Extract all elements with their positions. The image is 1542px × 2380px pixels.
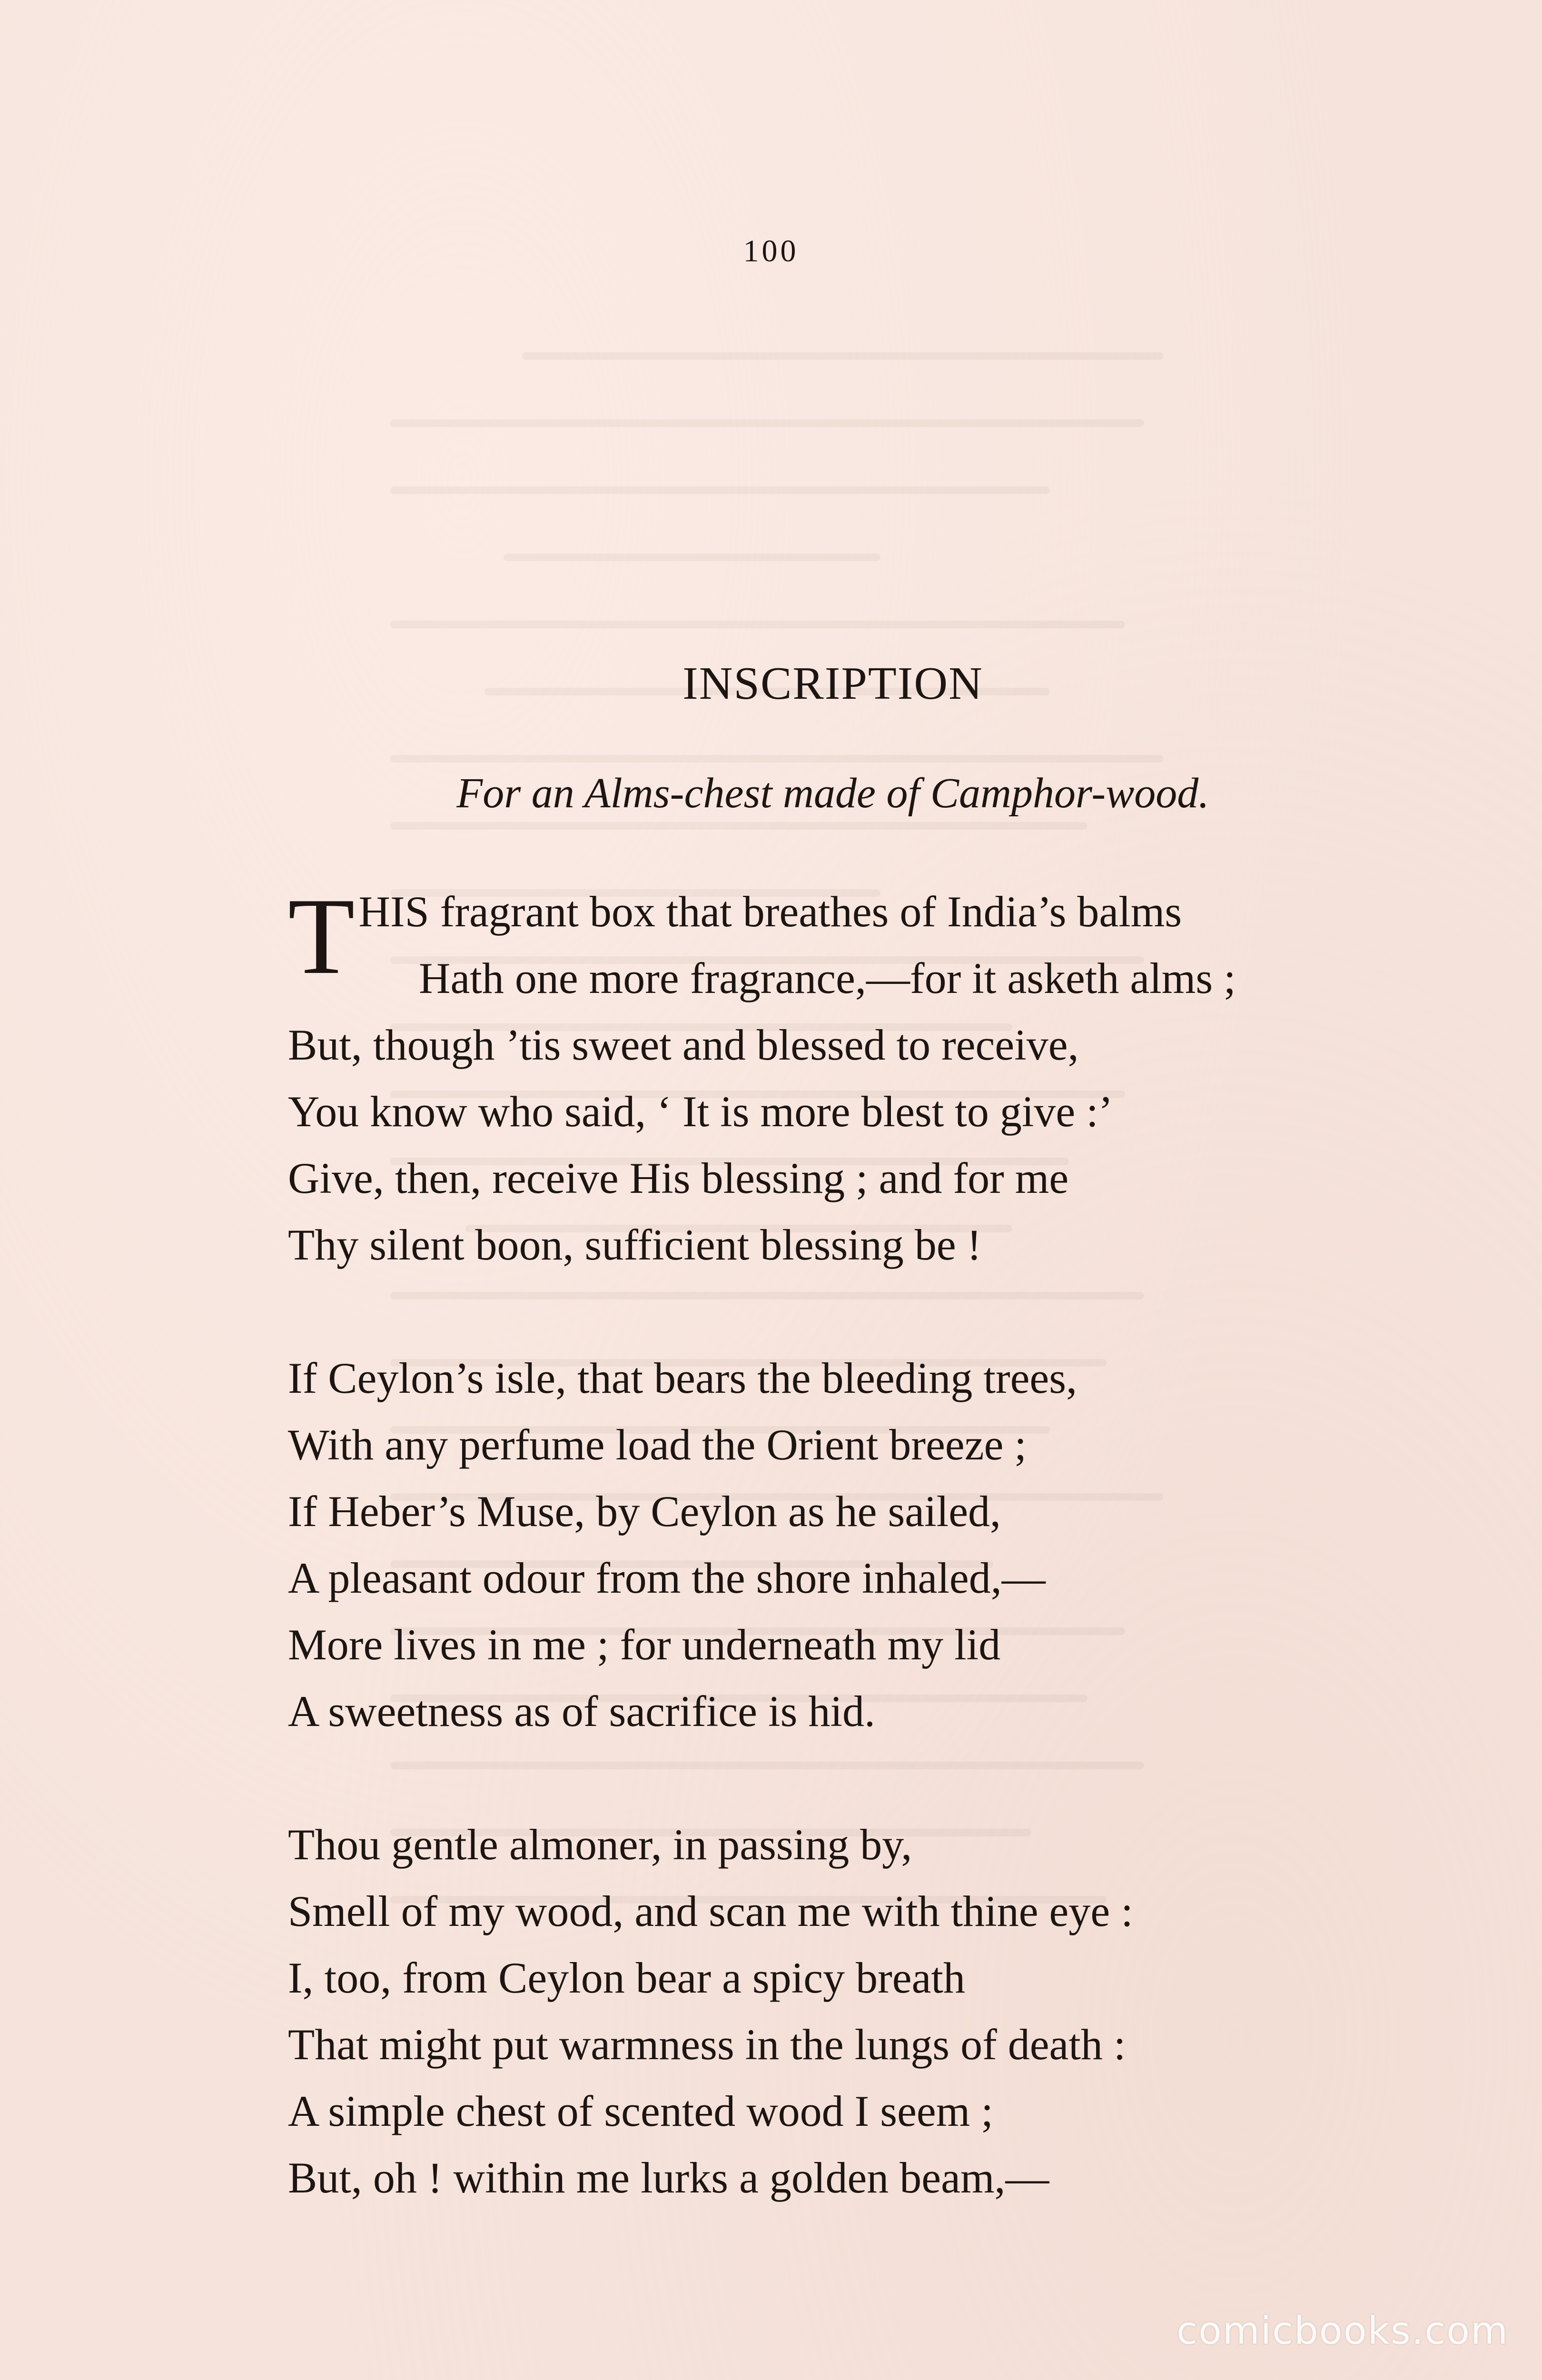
poem-line: Thou gentle almoner, in passing by, xyxy=(288,1820,912,1869)
poem-line: A pleasant odour from the shore inhaled,— xyxy=(288,1554,1046,1602)
poem-line: A simple chest of scented wood I seem ; xyxy=(288,2087,993,2135)
stanza-3 xyxy=(288,1811,1454,2211)
poem-line: But, oh ! within me lurks a golden beam,— xyxy=(288,2153,1049,2202)
poem-title: INSCRIPTION xyxy=(682,658,983,709)
page-number: 100 xyxy=(743,234,799,268)
stanza-1 xyxy=(288,875,1454,1278)
poem-line: You know who said, ‘ It is more blest to give :’ xyxy=(288,1087,1113,1136)
drop-cap: T xyxy=(288,875,355,997)
poem-line: Hath one more fragrance,—for it asketh alms ; xyxy=(419,954,1236,1002)
poem-line: Thy silent boon, sufficient blessing be ! xyxy=(288,1220,982,1269)
poem-line: More lives in me ; for underneath my lid xyxy=(288,1620,1001,1669)
poem-line: If Heber’s Muse, by Ceylon as he sailed, xyxy=(288,1487,1001,1536)
poem-line: Give, then, receive His blessing ; and for me xyxy=(288,1154,1069,1202)
poem-line: A sweetness as of sacrifice is hid. xyxy=(288,1687,876,1735)
first-line xyxy=(288,875,1454,1012)
poem-subtitle: For an Alms-chest made of Camphor-wood. xyxy=(456,770,1209,817)
stanza-2 xyxy=(288,1345,1454,1745)
poem-line: That might put warmness in the lungs of death : xyxy=(288,2020,1126,2069)
watermark: comicbooks.com xyxy=(1176,2309,1509,2353)
poem-line: If Ceylon’s isle, that bears the bleeding trees, xyxy=(288,1354,1077,1402)
poem-line: I, too, from Ceylon bear a spicy breath xyxy=(288,1954,965,2002)
poem-line: HIS fragrant box that breathes of India’s balms xyxy=(358,887,1182,936)
poem-line: Smell of my wood, and scan me with thine eye : xyxy=(288,1887,1133,1935)
poem-line: With any perfume load the Orient breeze ; xyxy=(288,1420,1027,1469)
poem-line: But, though ’tis sweet and blessed to receive, xyxy=(288,1021,1079,1069)
